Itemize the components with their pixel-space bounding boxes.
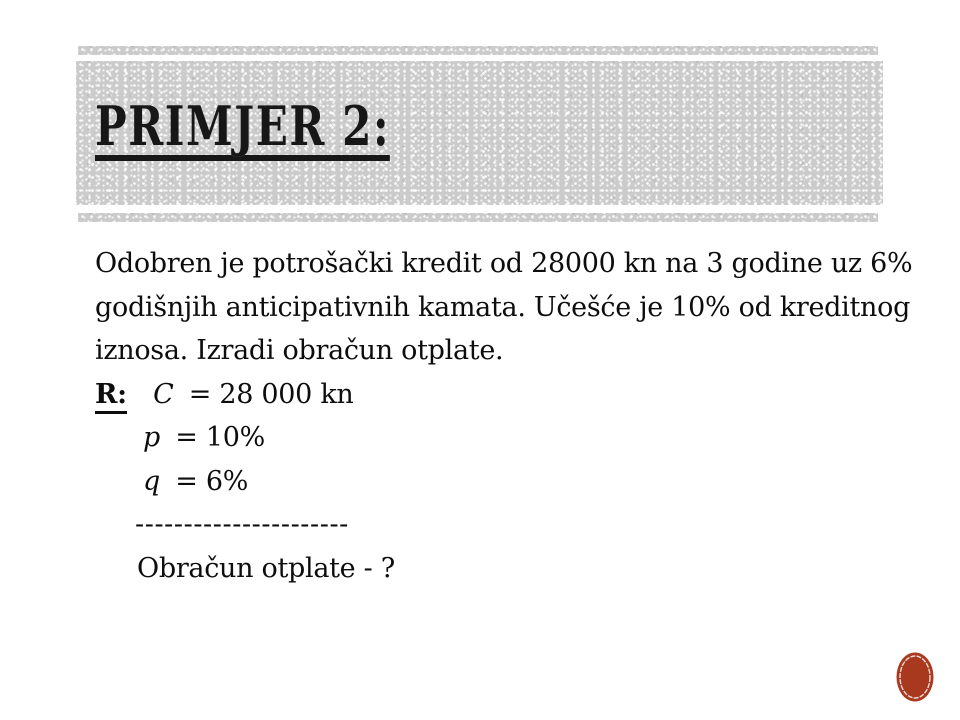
banner-top-strip xyxy=(78,46,878,55)
banner-bottom-strip xyxy=(78,213,878,222)
question-text: Obračun otplate - ? xyxy=(137,552,395,584)
stamp-ellipse-icon xyxy=(896,652,934,702)
paragraph-line: iznosa. Izradi obračun otplate. xyxy=(95,335,504,366)
solution-line-p xyxy=(95,416,885,460)
solution-line-c xyxy=(95,373,885,417)
page-title-text: PRIMJER 2: xyxy=(95,99,390,161)
page-title xyxy=(95,94,473,161)
variable-value: = 6% xyxy=(175,465,249,497)
variable-symbol: q xyxy=(143,465,160,497)
slide-body xyxy=(95,242,913,590)
result-label: R: xyxy=(95,379,127,414)
variable-value: = 10% xyxy=(175,422,265,453)
divider-dashes: ---------------------- xyxy=(135,509,349,540)
variable-symbol: p xyxy=(143,422,160,453)
variable-value: = 28 000 kn xyxy=(188,378,354,410)
solution-line-q xyxy=(95,460,885,504)
paragraph-line: Odobren je potrošački kredit od 28000 kn na 3 godine uz 6% xyxy=(95,248,913,279)
paragraph-line: godišnjih anticipativnih kamata. Učešće je 10% od kreditnog xyxy=(95,291,911,323)
variable-symbol: C xyxy=(153,378,174,410)
